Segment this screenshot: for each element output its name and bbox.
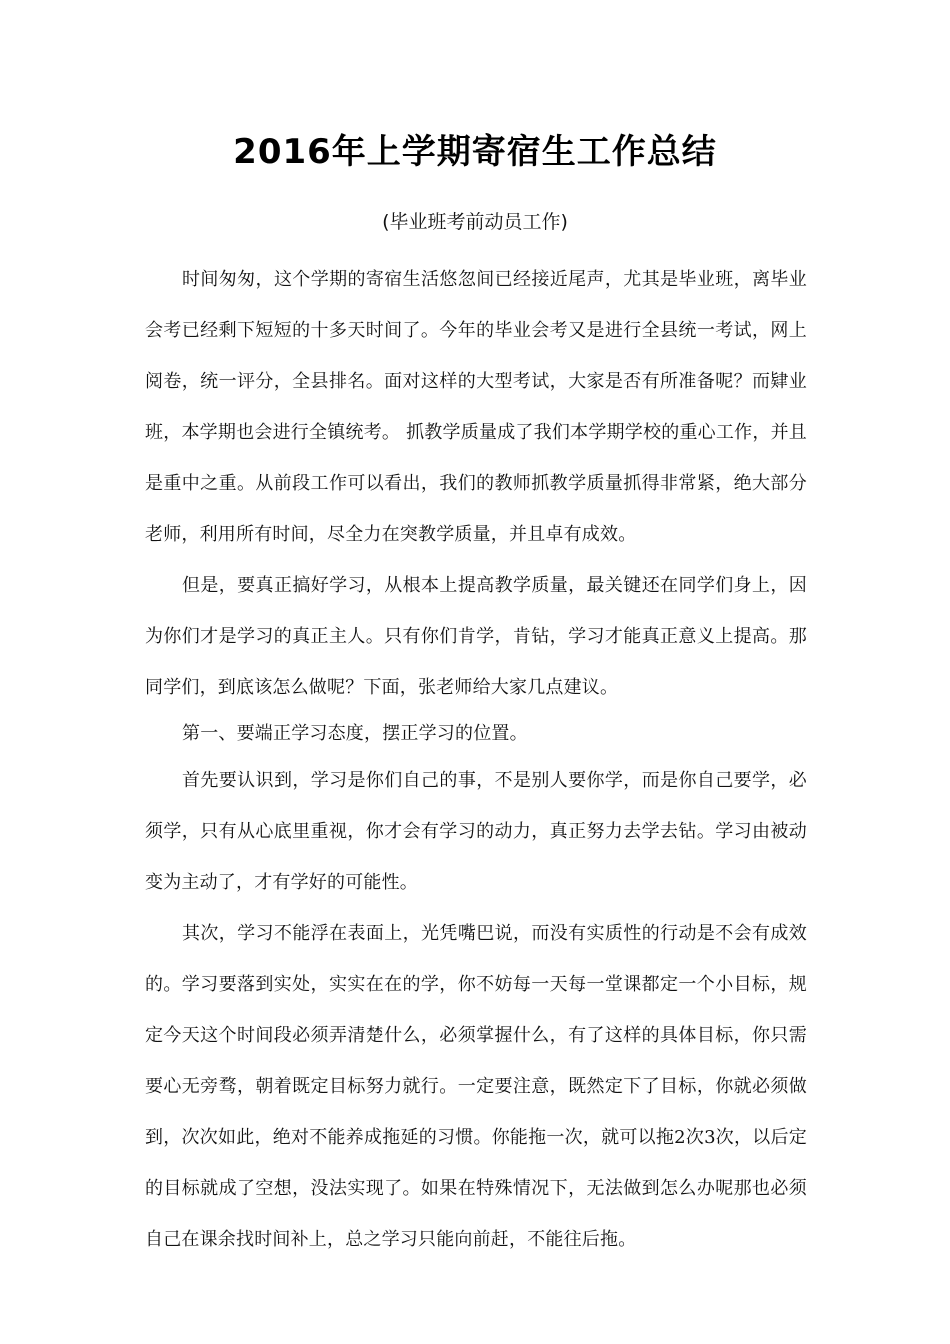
paragraph-first-of-all: 首先要认识到，学习是你们自己的事，不是别人要你学，而是你自己要学，必须学，只有从心底里重视，你才会有学习的动力，真正努力去学去钻。学习由被动变为主动了，才有学好的可能性。 — [145, 770, 807, 893]
paragraph-point-one-heading: 第一、要端正学习态度，摆正学习的位置。 — [182, 723, 528, 744]
paragraph-students-role: 但是，要真正搞好学习，从根本上提高教学质量，最关键还在同学们身上，因为你们才是学习的真正主人。只有你们肯学，肯钻，学习才能真正意义上提高。那同学们，到底该怎么做呢？下面，张老师给大家几点建议。 — [145, 575, 807, 698]
document-body — [145, 254, 807, 1265]
document-subtitle: (毕业班考前动员工作) — [382, 211, 568, 233]
paragraph-intro: 时间匆匆，这个学期的寄宿生活悠忽间已经接近尾声，尤其是毕业班，离毕业会考已经剩下短短的十多天时间了。今年的毕业会考又是进行全县统一考试，网上阅卷，统一评分，全县排名。面对这样的大型考试，大家是否有所准备呢？而肄业班，本学期也会进行全镇统考。 抓教学质量成了我们本学期学校的重心工作，并且是重中之重。从前段工作可以看出，我们的教师抓教学质量抓得非常紧，绝大部分老师，利用所有时间，尽全力在突教学质量，并且卓有成效。 — [145, 269, 807, 545]
document-title: 2016年上学期寄宿生工作总结 — [233, 132, 717, 172]
paragraph-secondly: 其次，学习不能浮在表面上，光凭嘴巴说，而没有实质性的行动是不会有成效的。学习要落到实处，实实在在的学，你不妨每一天每一堂课都定一个小目标，规定今天这个时间段必须弄清楚什么，必须掌握什么，有了这样的具体目标，你只需要心无旁骛，朝着既定目标努力就行。一定要注意，既然定下了目标，你就必须做到，次次如此，绝对不能养成拖延的习惯。你能拖一次，就可以拖2次3次，以后定的目标就成了空想，没法实现了。如果在特殊情况下，无法做到怎么办呢那也必须自己在课余找时间补上，总之学习只能向前赶，不能往后拖。 — [145, 923, 807, 1250]
